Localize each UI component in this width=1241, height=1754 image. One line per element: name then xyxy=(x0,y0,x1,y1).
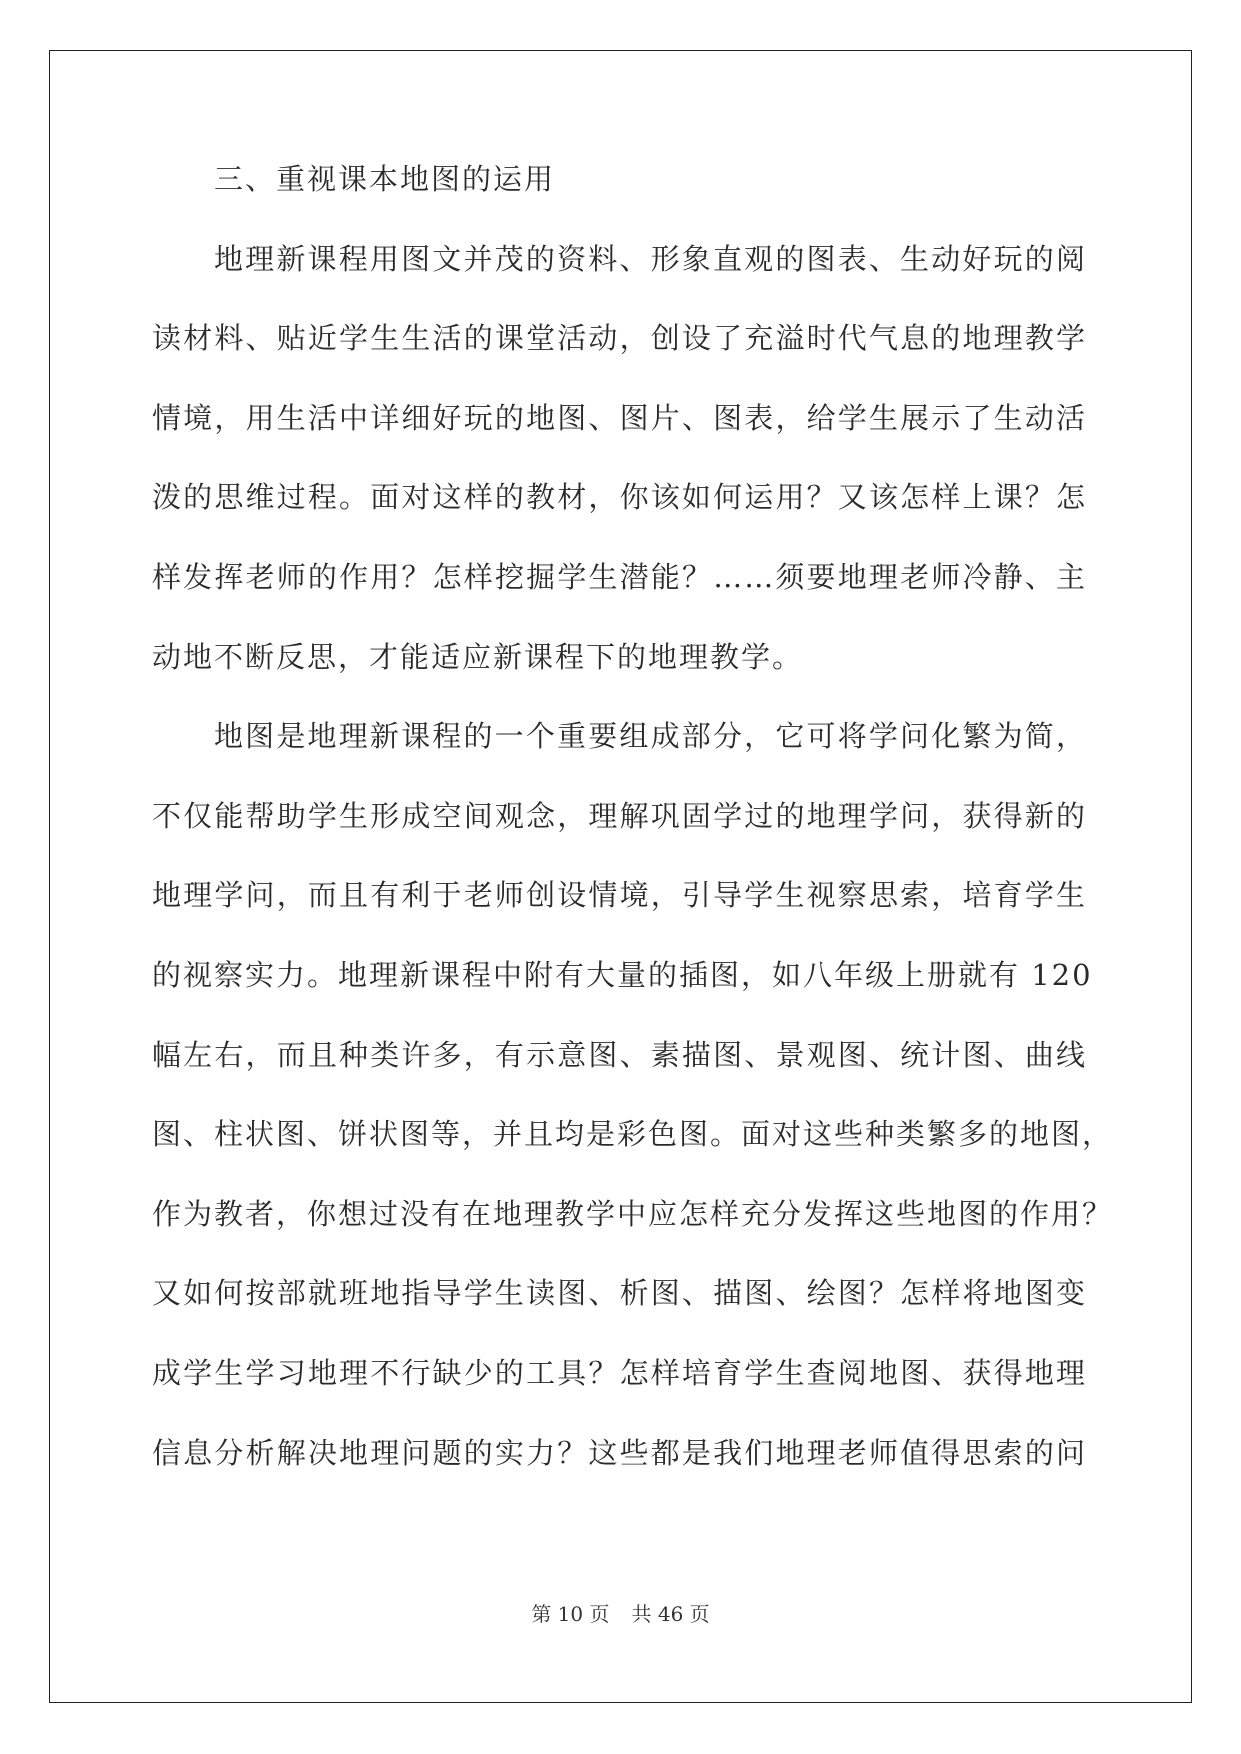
paragraph-line: 信息分析解决地理问题的实力？这些都是我们地理老师值得思索的问 xyxy=(152,1435,1087,1470)
paragraph-line: 又如何按部就班地指导学生读图、析图、描图、绘图？怎样将地图变 xyxy=(152,1276,1087,1311)
section-heading: 三、重视课本地图的运用 xyxy=(214,162,556,196)
paragraph-line: 成学生学习地理不行缺少的工具？怎样培育学生查阅地图、获得地理 xyxy=(152,1355,1087,1390)
paragraph-line: 地理学问，而且有利于老师创设情境，引导学生视察思索，培育学生 xyxy=(152,878,1087,913)
page-footer xyxy=(0,1600,1241,1628)
paragraph-line: 不仅能帮助学生形成空间观念，理解巩固学过的地理学问，获得新的 xyxy=(152,798,1087,833)
page-number: 第 10 页 xyxy=(531,1602,610,1626)
paragraph-line: 的视察实力。地理新课程中附有大量的插图，如八年级上册就有 120 xyxy=(152,957,1093,992)
paragraph-line: 泼的思维过程。面对这样的教材，你该如何运用？又该怎样上课？怎 xyxy=(152,480,1087,515)
total-pages: 共 46 页 xyxy=(631,1602,710,1626)
paragraph-line: 地图是地理新课程的一个重要组成部分，它可将学问化繁为简， xyxy=(214,719,1087,754)
paragraph-line: 样发挥老师的作用？怎样挖掘学生潜能？……须要地理老师冷静、主 xyxy=(152,559,1087,594)
paragraph-line: 地理新课程用图文并茂的资料、形象直观的图表、生动好玩的阅 xyxy=(214,241,1087,276)
paragraph-line: 幅左右，而且种类许多，有示意图、素描图、景观图、统计图、曲线 xyxy=(152,1037,1087,1072)
paragraph-line: 情境，用生活中详细好玩的地图、图片、图表，给学生展示了生动活 xyxy=(152,400,1087,435)
paragraph-line: 作为教者，你想过没有在地理教学中应怎样充分发挥这些地图的作用？ xyxy=(152,1196,1114,1231)
paragraph-line: 动地不断反思，才能适应新课程下的地理教学。 xyxy=(152,639,804,674)
document-body xyxy=(152,158,1114,1511)
paragraph-line: 读材料、贴近学生生活的课堂活动，创设了充溢时代气息的地理教学 xyxy=(152,321,1087,356)
paragraph-line: 图、柱状图、饼状图等，并且均是彩色图。面对这些种类繁多的地图， xyxy=(152,1117,1114,1152)
